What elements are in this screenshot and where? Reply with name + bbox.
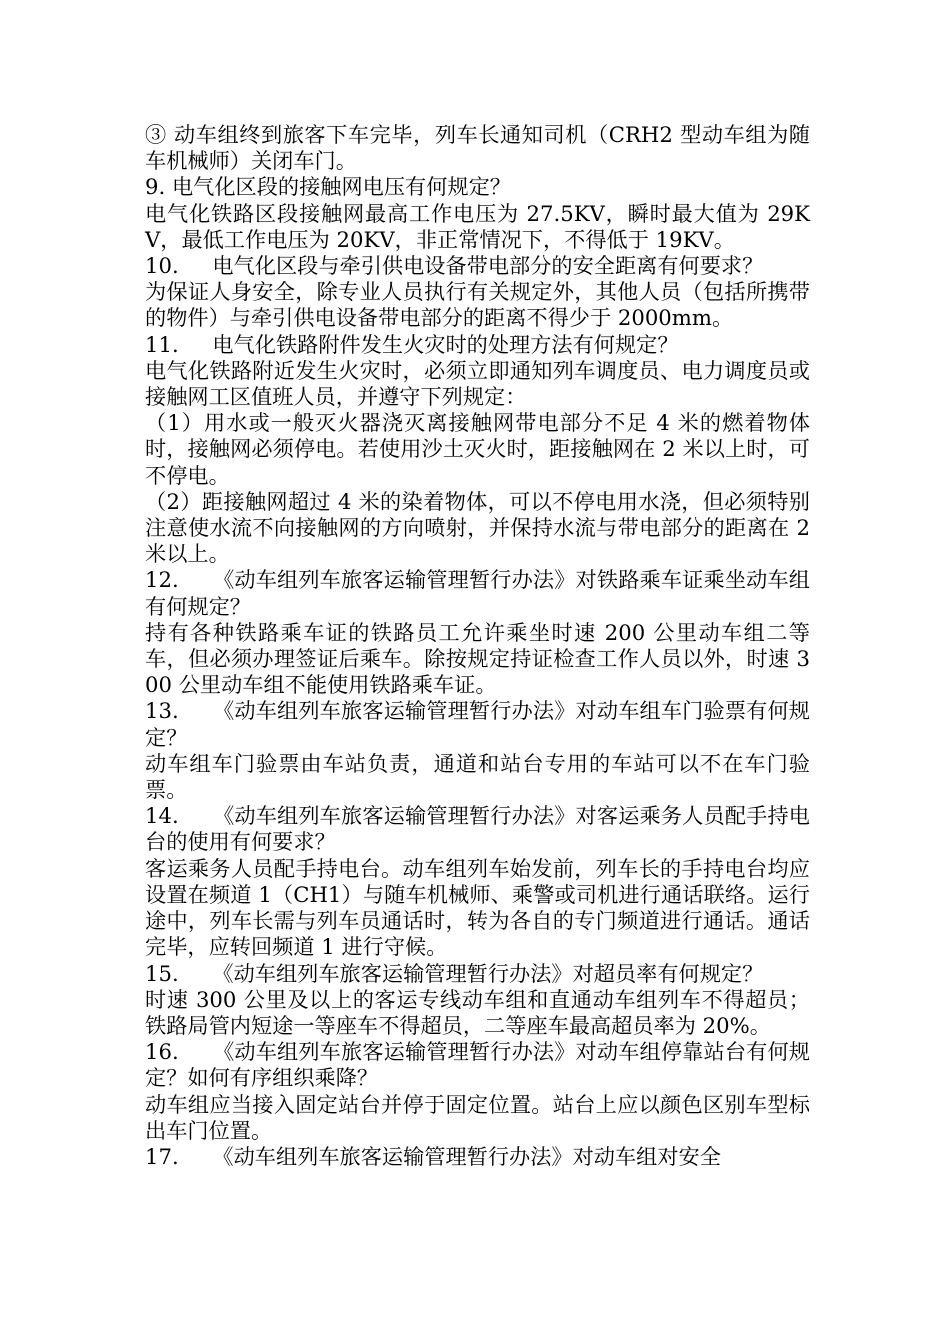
question-text: 电气化铁路附件发生火灾时的处理方法有何规定？ — [212, 331, 679, 357]
question-14 — [145, 803, 810, 855]
question-number: 15. — [145, 960, 179, 986]
answer-item-1: （1）用水或一般灭火器浇灭离接触网带电部分不足 4 米的燃着物体时，接触网必须停电。若使用沙土灭火时，距接触网在 2 米以上时，可不停电。 — [145, 410, 810, 488]
answer-item-2: （2）距接触网超过 4 米的染着物体，可以不停电用水浇，但必须特别注意使水流不向接触网的方向喷射，并保持水流与带电部分的距离在 2 米以上。 — [145, 488, 810, 567]
answer-paragraph: 电气化铁路附近发生火灾时，必须立即通知列车调度员、电力调度员或接触网工区值班人员，并遵守下列规定： — [145, 357, 810, 410]
question-number: 9. — [145, 174, 166, 200]
question-text: 《动车组列车旅客运输管理暂行办法》对动车组停靠站台有何规定？如何有序组织乘降？ — [145, 1039, 810, 1091]
question-text: 《动车组列车旅客运输管理暂行办法》对动车组车门验票有何规定？ — [145, 698, 810, 750]
question-15 — [145, 961, 810, 987]
question-17 — [145, 1144, 810, 1170]
question-text: 电气化区段与牵引供电设备带电部分的安全距离有何要求？ — [212, 253, 764, 279]
question-9 — [145, 174, 810, 200]
answer-paragraph: ③ 动车组终到旅客下车完毕，列车长通知司机（CRH2 型动车组为随车机械师）关闭车门。 — [145, 122, 810, 174]
answer-paragraph: 时速 300 公里及以上的客运专线动车组和直通动车组列车不得超员；铁路局管内短途一等座车不得超员，二等座车最高超员率为 20%。 — [145, 986, 810, 1038]
question-number: 11. — [145, 331, 179, 357]
answer-paragraph: 持有各种铁路乘车证的铁路员工允许乘坐时速 200 公里动车组二等车，但必须办理签证后乘车。除按规定持证检查工作人员以外，时速 300 公里动车组不能使用铁路乘车证。 — [145, 619, 810, 698]
question-text: 《动车组列车旅客运输管理暂行办法》对超员率有何规定？ — [212, 960, 764, 986]
question-number: 14. — [145, 803, 179, 829]
question-number: 13. — [145, 698, 179, 724]
question-number: 17. — [145, 1143, 179, 1169]
question-text: 《动车组列车旅客运输管理暂行办法》对铁路乘车证乘坐动车组有何规定？ — [145, 567, 810, 619]
question-number: 16. — [145, 1039, 179, 1065]
answer-paragraph: 为保证人身安全，除专业人员执行有关规定外，其他人员（包括所携带的物件）与牵引供电设备带电部分的距离不得少于 2000mm。 — [145, 279, 810, 331]
question-number: 12. — [145, 567, 179, 593]
document-page — [145, 122, 810, 1170]
question-text: 《动车组列车旅客运输管理暂行办法》对客运乘务人员配手持电台的使用有何要求？ — [145, 803, 810, 855]
question-number: 10. — [145, 253, 179, 279]
answer-paragraph: 客运乘务人员配手持电台。动车组列车始发前，列车长的手持电台均应设置在频道 1（CH1）与随车机械师、乘警或司机进行通话联络。运行途中，列车长需与列车员通话时，转为各自的专门频道进行通话。通话完毕，应转回频道 1 进行守候。 — [145, 855, 810, 960]
question-text: 《动车组列车旅客运输管理暂行办法》对动车组对安全 — [212, 1143, 721, 1169]
question-16 — [145, 1039, 810, 1091]
answer-paragraph: 动车组车门验票由车站负责，通道和站台专用的车站可以不在车门验票。 — [145, 750, 810, 803]
answer-paragraph: 动车组应当接入固定站台并停于固定位置。站台上应以颜色区别车型标出车门位置。 — [145, 1091, 810, 1143]
answer-paragraph: 电气化铁路区段接触网最高工作电压为 27.5KV，瞬时最大值为 29KV，最低工作电压为 20KV，非正常情况下，不得低于 19KV。 — [145, 200, 810, 252]
question-text: 电气化区段的接触网电压有何规定？ — [171, 174, 511, 200]
question-12 — [145, 567, 810, 619]
question-10 — [145, 253, 810, 279]
question-13 — [145, 698, 810, 750]
question-11 — [145, 332, 810, 358]
